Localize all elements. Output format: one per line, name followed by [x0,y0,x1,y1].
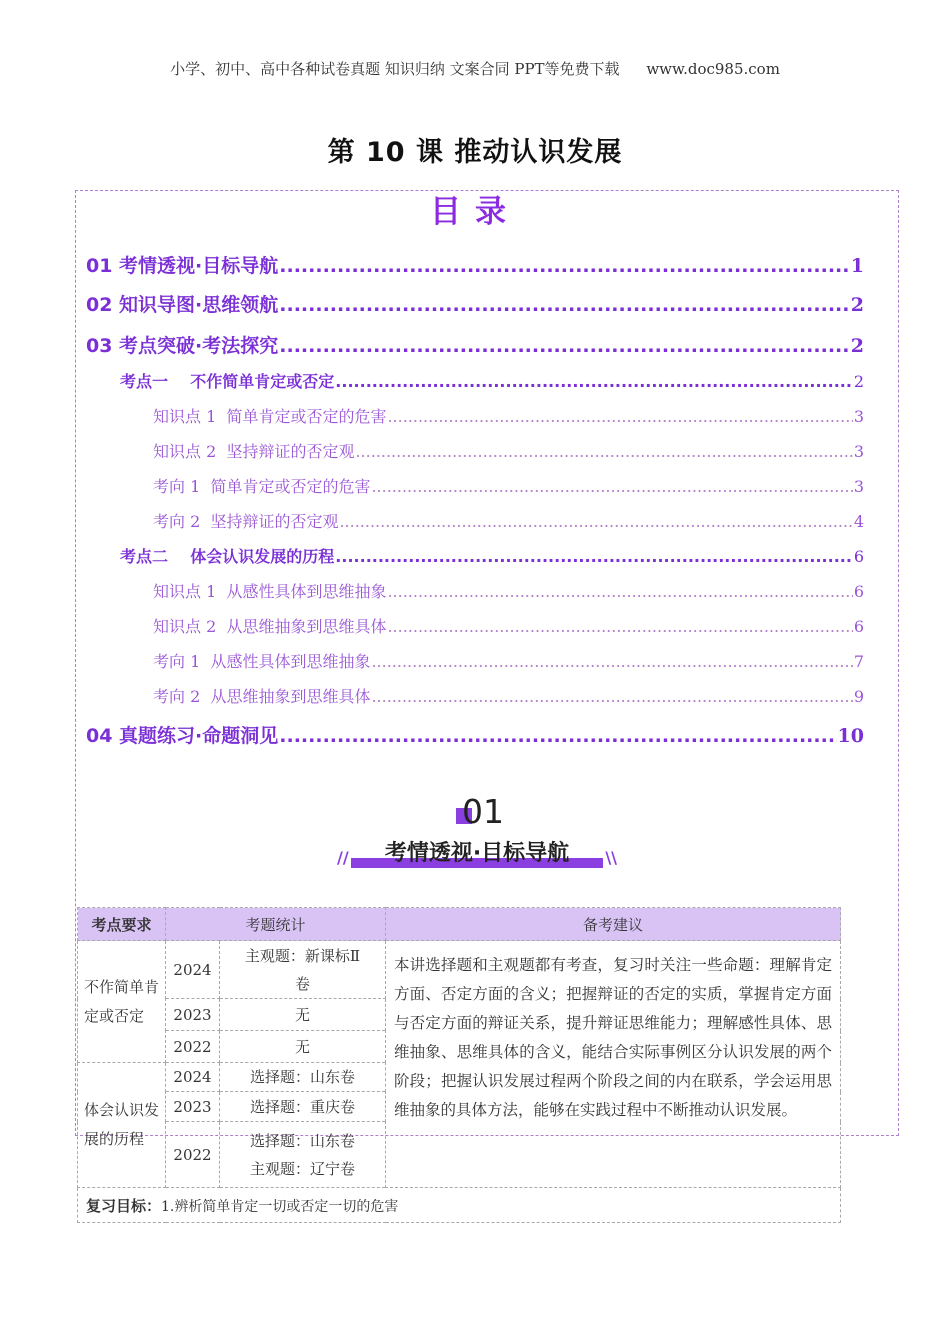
toc-entry[interactable]: 考点一 不作简单肯定或否定 ..... 2 [120,369,864,392]
item-cell: 无 [220,999,386,1031]
exam-analysis-table [77,907,841,1223]
toc-entry[interactable]: 考向 1 简单肯定或否定的危害 ..... 3 [153,474,864,497]
topic-cell: 体会认识发展的历程 [78,1063,166,1188]
header-advice: 备考建议 [386,908,841,941]
document-title: 第 10 课 推动认识发展 [327,137,623,168]
toc-entry[interactable]: 02 知识导图·思维领航 ..... 2 [86,290,864,317]
table-header-row [78,908,841,941]
year-cell: 2023 [166,1092,220,1122]
section-title: 考情透视·目标导航 [384,841,570,866]
slash-left-decoration: // [337,848,349,867]
year-cell: 2023 [166,999,220,1031]
toc-entry[interactable]: 03 考点突破·考法探究 ..... 2 [86,331,864,358]
table-row [78,941,841,999]
page-header [0,58,950,79]
item-cell: 主观题：新课标Ⅱ卷 [220,941,386,999]
item-cell: 选择题：山东卷 [220,1063,386,1092]
year-cell: 2024 [166,1063,220,1092]
goal-row [78,1188,841,1223]
goal-label: 复习目标： [86,1196,162,1215]
toc-entry[interactable]: 知识点 1 从感性具体到思维抽象 ..... 6 [153,579,864,602]
toc-entry[interactable]: 04 真题练习·命题洞见 ..... 10 [86,721,864,748]
header-stats: 考题统计 [166,908,386,941]
item-cell: 选择题：重庆卷 [220,1092,386,1122]
slash-right-decoration: \\ [605,848,617,867]
toc-entry[interactable]: 知识点 2 坚持辩证的否定观 ..... 3 [153,439,864,462]
toc-entry[interactable]: 考点二 体会认识发展的历程 ..... 6 [120,544,864,567]
toc-entry[interactable]: 知识点 2 从思维抽象到思维具体 ..... 6 [153,614,864,637]
toc-entry[interactable]: 考向 1 从感性具体到思维抽象 ..... 7 [153,649,864,672]
section-number-text: 01 [462,792,504,831]
toc-heading: 目录 [430,194,520,230]
toc-entry[interactable]: 01 考情透视·目标导航 ..... 1 [86,251,864,278]
header-text: 小学、初中、高中各种试卷真题 知识归纳 文案合同 PPT等免费下载 [170,60,620,78]
goal-text: 1.辨析简单肯定一切或否定一切的危害 [161,1198,399,1215]
item-cell: 选择题：山东卷 主观题：辽宁卷 [220,1122,386,1188]
toc-entry[interactable]: 考向 2 坚持辩证的否定观 ..... 4 [153,509,864,532]
header-topic: 考点要求 [78,908,166,941]
year-cell: 2022 [166,1031,220,1063]
year-cell: 2022 [166,1122,220,1188]
item-cell: 无 [220,1031,386,1063]
header-url[interactable]: www.doc985.com [646,60,780,78]
year-cell: 2024 [166,941,220,999]
toc-entry[interactable]: 考向 2 从思维抽象到思维具体 ..... 9 [153,684,864,707]
advice-cell: 本讲选择题和主观题都有考查，复习时关注一些命题：理解肯定方面、否定方面的含义；把握辩证的否定的实质，掌握肯定方面与否定方面的辩证关系，提升辩证思维能力；理解感性具体、思维抽象、思维具体的含义，能结合实际事例区分认识发展的两个阶段；把握认识发展过程两个阶段之间的内在联系，学会运用思维抽象的具体方法，能够在实践过程中不断推动认识发展。 [386,941,841,1188]
section-banner [337,836,617,872]
goal-cell [78,1188,841,1223]
section-number [456,792,526,832]
toc-entry[interactable]: 知识点 1 简单肯定或否定的危害 ..... 3 [153,404,864,427]
topic-cell: 不作简单肯定或否定 [78,941,166,1063]
